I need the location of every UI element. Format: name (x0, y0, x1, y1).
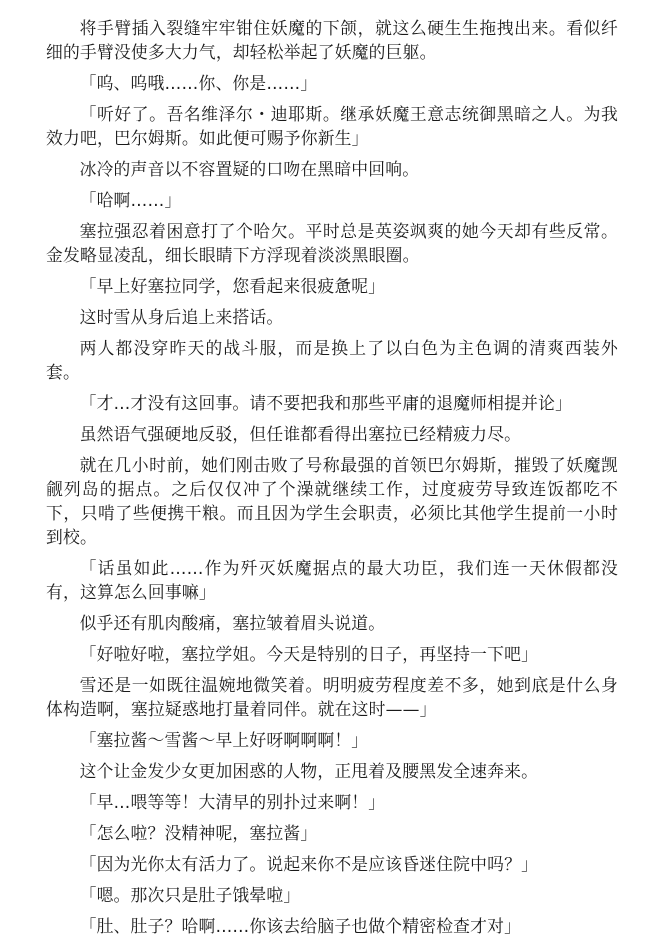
paragraph-22: 「嗯。那次只是肚子饿晕啦」 (79, 885, 301, 905)
paragraph-7: 「早上好塞拉同学，您看起来很疲惫呢」 (79, 276, 386, 296)
paragraph-20: 「怎么啦？没精神呢，塞拉酱」 (79, 823, 318, 843)
paragraph-16: 雪还是一如既往温婉地微笑着。明明疲劳程度差不多，她到底是什么身体构造啊，塞拉疑惑地打量着同伴。就在这时——」 (46, 675, 618, 719)
paragraph-18: 这个让金发少女更加困惑的人物，正甩着及腰黑发全速奔来。 (79, 761, 539, 781)
paragraph-6: 塞拉强忍着困意打了个哈欠。平时总是英姿飒爽的她今天却有些反常。金发略显凌乱，细长眼睛下方浮现着淡淡黑眼圈。 (46, 221, 618, 265)
paragraph-23: 「肚、肚子？哈啊……你该去给脑子也做个精密检查才对」 (79, 916, 522, 936)
paragraph-13: 「话虽如此……作为歼灭妖魔据点的最大功臣，我们连一天休假都没有，这算怎么回事嘛」 (46, 558, 618, 602)
paragraph-15: 「好啦好啦，塞拉学姐。今天是特别的日子，再坚持一下吧」 (79, 644, 539, 664)
paragraph-2: 「呜、呜哦……你、你是……」 (79, 73, 318, 93)
paragraph-17: 「塞拉酱～雪酱～早上好呀啊啊啊！」 (79, 730, 369, 750)
paragraph-12: 就在几小时前，她们刚击败了号称最强的首领巴尔姆斯，摧毁了妖魔觊觎列岛的据点。之后仅仅冲了个澡就继续工作，过度疲劳导致连饭都吃不下，只啃了些便携干粮。而且因为学生会职责，必须比其他学生提前一小时到校。 (46, 455, 618, 547)
paragraph-9: 两人都没穿昨天的战斗服，而是换上了以白色为主色调的清爽西装外套。 (46, 338, 618, 382)
paragraph-4: 冰冷的声音以不容置疑的口吻在黑暗中回响。 (79, 159, 420, 179)
paragraph-19: 「早…喂等等！大清早的别扑过来啊！」 (79, 792, 386, 812)
paragraph-21: 「因为光你太有活力了。说起来你不是应该昏迷住院中吗？」 (79, 854, 539, 874)
paragraph-5: 「哈啊……」 (79, 190, 182, 210)
paragraph-10: 「才…才没有这回事。请不要把我和那些平庸的退魔师相提并论」 (79, 393, 573, 413)
paragraph-8: 这时雪从身后追上来搭话。 (79, 307, 284, 327)
paragraph-14: 似乎还有肌肉酸痛，塞拉皱着眉头说道。 (79, 613, 386, 633)
paragraph-1: 将手臂插入裂缝牢牢钳住妖魔的下颌，就这么硬生生拖拽出来。看似纤细的手臂没使多大力气，却轻松举起了妖魔的巨躯。 (46, 18, 618, 62)
paragraph-11: 虽然语气强硬地反驳，但任谁都看得出塞拉已经精疲力尽。 (79, 424, 522, 444)
paragraph-3: 「听好了。吾名维泽尔・迪耶斯。继承妖魔王意志统御黑暗之人。为我效力吧，巴尔姆斯。如此便可赐予你新生」 (46, 104, 618, 148)
